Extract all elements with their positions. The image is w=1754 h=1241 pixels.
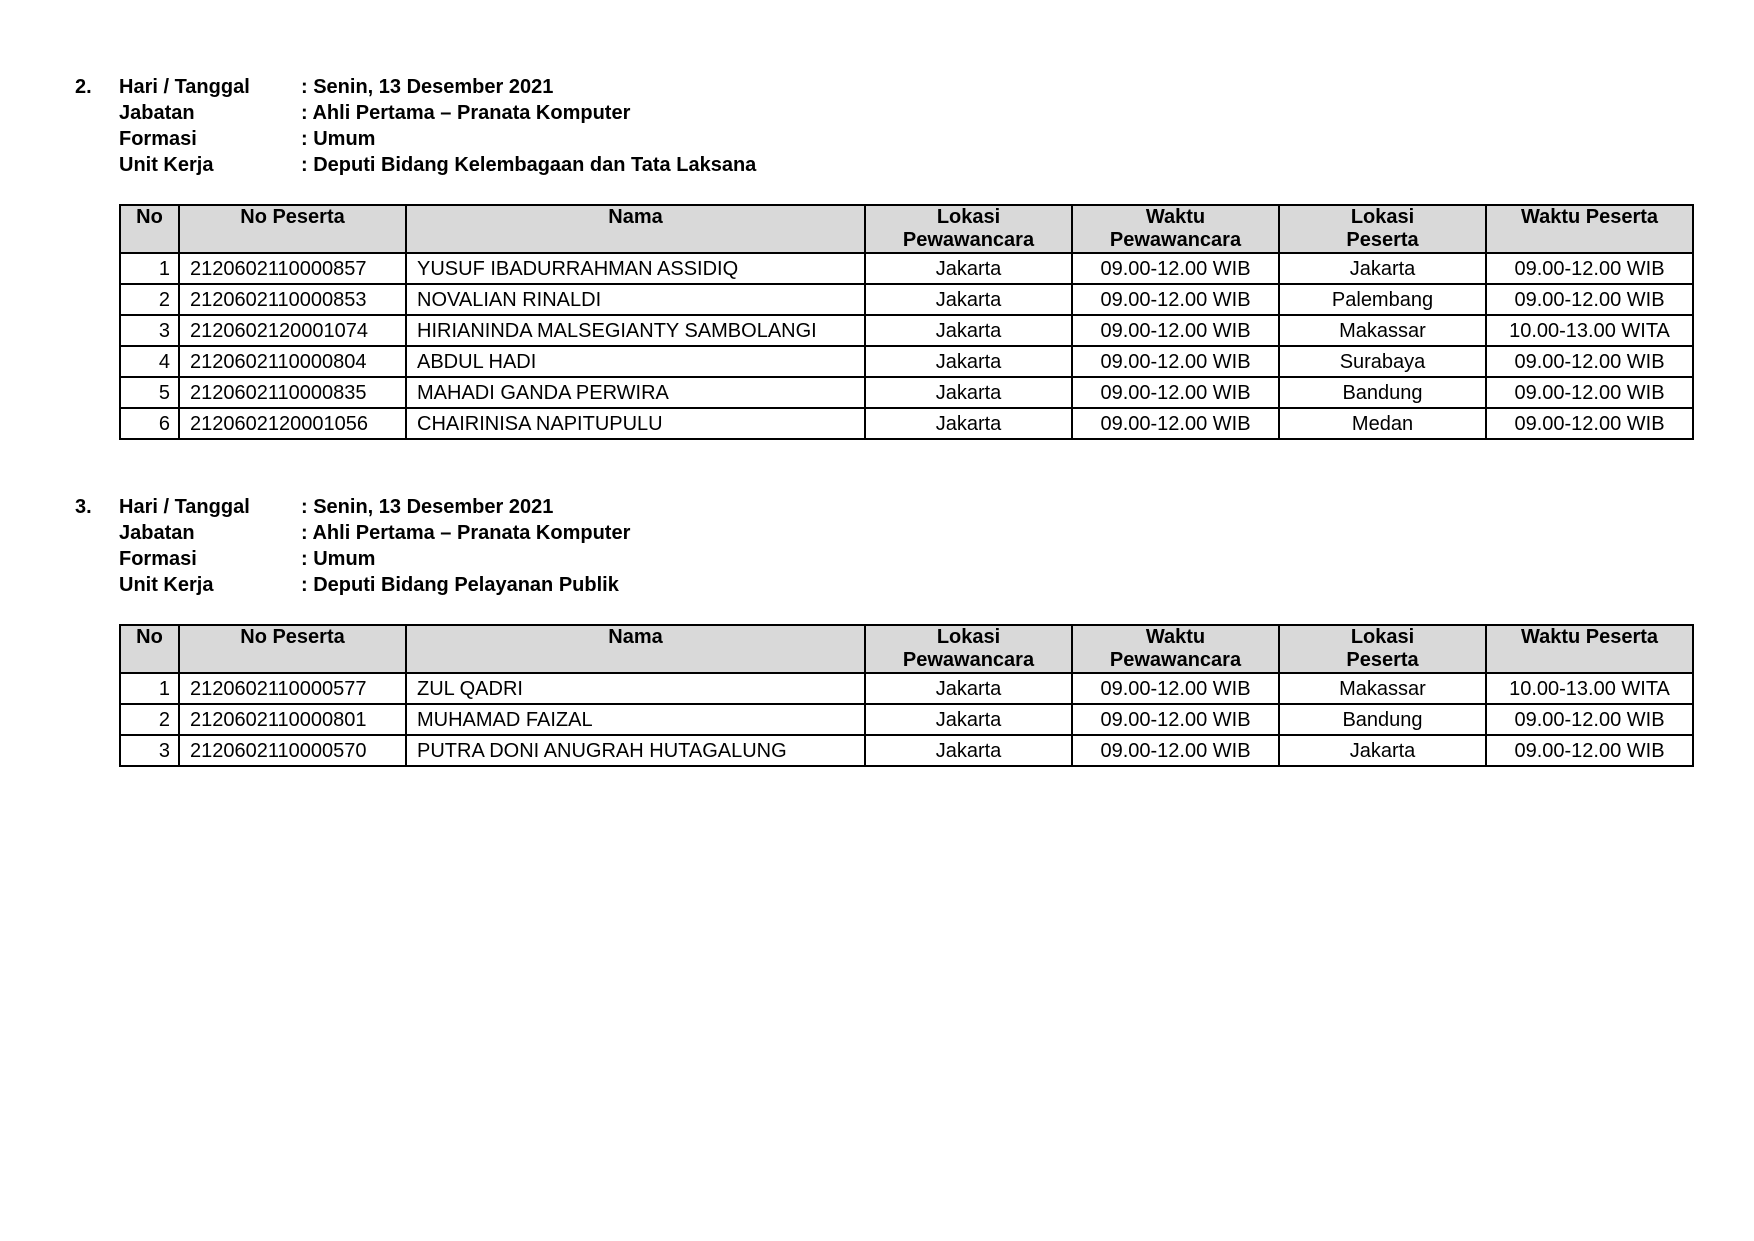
info-value: : Deputi Bidang Pelayanan Publik [301,574,619,596]
cell-interviewer-location: Jakarta [865,704,1072,735]
cell-no: 1 [120,253,179,284]
cell-participant-time: 10.00-13.00 WITA [1486,673,1693,704]
cell-interviewer-location: Jakarta [865,408,1072,439]
info-label: Jabatan [119,102,195,124]
cell-participant-time: 10.00-13.00 WITA [1486,315,1693,346]
header-interviewer-location: Lokasi Pewawancara [865,205,1072,253]
cell-participant-number: 2120602110000570 [179,735,406,766]
cell-interviewer-time: 09.00-12.00 WIB [1072,735,1279,766]
cell-participant-time: 09.00-12.00 WIB [1486,408,1693,439]
info-value: : Senin, 13 Desember 2021 [301,496,554,518]
info-label: Formasi [119,548,197,570]
info-label: Hari / Tanggal [119,496,250,518]
info-label: Hari / Tanggal [119,76,250,98]
cell-participant-time: 09.00-12.00 WIB [1486,253,1693,284]
table-row [120,673,1693,704]
info-row-formation [119,126,375,152]
info-value: : Umum [301,548,376,570]
cell-interviewer-location: Jakarta [865,735,1072,766]
info-row-work-unit [119,152,756,178]
cell-name: MUHAMAD FAIZAL [406,704,865,735]
table-row [120,284,1693,315]
cell-participant-number: 2120602110000853 [179,284,406,315]
info-row-formation [119,546,375,572]
cell-interviewer-location: Jakarta [865,346,1072,377]
cell-participant-number: 2120602120001056 [179,408,406,439]
cell-no: 6 [120,408,179,439]
info-label: Unit Kerja [119,574,214,596]
cell-participant-location: Bandung [1279,377,1486,408]
section-number: 2. [75,76,92,98]
cell-participant-time: 09.00-12.00 WIB [1486,284,1693,315]
cell-participant-location: Makassar [1279,315,1486,346]
info-row-position [119,100,630,126]
cell-name: ABDUL HADI [406,346,865,377]
table-row [120,253,1693,284]
cell-name: PUTRA DONI ANUGRAH HUTAGALUNG [406,735,865,766]
cell-no: 5 [120,377,179,408]
info-label: Formasi [119,128,197,150]
section-info [75,494,1695,598]
header-interviewer-location: Lokasi Pewawancara [865,625,1072,673]
table-header-row [120,205,1693,253]
header-interviewer-time: Waktu Pewawancara [1072,625,1279,673]
header-participant-location: Lokasi Peserta [1279,205,1486,253]
schedule-section-3 [75,494,1695,762]
info-row-position [119,520,630,546]
header-participant-number: No Peserta [179,625,406,673]
cell-no: 3 [120,735,179,766]
cell-interviewer-time: 09.00-12.00 WIB [1072,673,1279,704]
section-info [75,74,1695,178]
cell-no: 2 [120,284,179,315]
info-value: : Umum [301,128,376,150]
cell-participant-location: Medan [1279,408,1486,439]
header-participant-location: Lokasi Peserta [1279,625,1486,673]
table-row [120,346,1693,377]
header-participant-time: Waktu Peserta [1486,625,1693,673]
cell-participant-number: 2120602120001074 [179,315,406,346]
cell-interviewer-time: 09.00-12.00 WIB [1072,284,1279,315]
cell-name: YUSUF IBADURRAHMAN ASSIDIQ [406,253,865,284]
cell-interviewer-location: Jakarta [865,284,1072,315]
cell-no: 2 [120,704,179,735]
info-value: : Ahli Pertama – Pranata Komputer [301,102,631,124]
header-participant-number: No Peserta [179,205,406,253]
info-value: : Ahli Pertama – Pranata Komputer [301,522,631,544]
cell-participant-number: 2120602110000801 [179,704,406,735]
cell-name: ZUL QADRI [406,673,865,704]
cell-participant-time: 09.00-12.00 WIB [1486,346,1693,377]
schedule-section-2 [75,74,1695,435]
cell-participant-location: Makassar [1279,673,1486,704]
cell-interviewer-location: Jakarta [865,315,1072,346]
cell-participant-location: Jakarta [1279,735,1486,766]
table-row [120,704,1693,735]
cell-participant-location: Palembang [1279,284,1486,315]
table-row [120,408,1693,439]
cell-participant-location: Bandung [1279,704,1486,735]
cell-name: HIRIANINDA MALSEGIANTY SAMBOLANGI [406,315,865,346]
header-no: No [120,625,179,673]
table-row [120,735,1693,766]
table-header-row [120,625,1693,673]
cell-no: 3 [120,315,179,346]
info-value: : Senin, 13 Desember 2021 [301,76,554,98]
cell-interviewer-location: Jakarta [865,377,1072,408]
info-value: : Deputi Bidang Kelembagaan dan Tata Laksana [301,154,757,176]
cell-participant-time: 09.00-12.00 WIB [1486,735,1693,766]
header-participant-time: Waktu Peserta [1486,205,1693,253]
cell-participant-location: Surabaya [1279,346,1486,377]
cell-participant-number: 2120602110000835 [179,377,406,408]
cell-interviewer-time: 09.00-12.00 WIB [1072,704,1279,735]
header-name: Nama [406,205,865,253]
cell-no: 1 [120,673,179,704]
table-row [120,377,1693,408]
cell-participant-number: 2120602110000577 [179,673,406,704]
schedule-table [119,204,1694,440]
cell-participant-number: 2120602110000857 [179,253,406,284]
cell-interviewer-time: 09.00-12.00 WIB [1072,346,1279,377]
schedule-table [119,624,1694,767]
table-row [120,315,1693,346]
info-label: Unit Kerja [119,154,214,176]
cell-name: CHAIRINISA NAPITUPULU [406,408,865,439]
cell-participant-time: 09.00-12.00 WIB [1486,377,1693,408]
header-name: Nama [406,625,865,673]
cell-name: NOVALIAN RINALDI [406,284,865,315]
cell-participant-location: Jakarta [1279,253,1486,284]
cell-interviewer-time: 09.00-12.00 WIB [1072,315,1279,346]
cell-no: 4 [120,346,179,377]
cell-interviewer-time: 09.00-12.00 WIB [1072,253,1279,284]
cell-interviewer-location: Jakarta [865,253,1072,284]
header-interviewer-time: Waktu Pewawancara [1072,205,1279,253]
info-label: Jabatan [119,522,195,544]
header-no: No [120,205,179,253]
info-row-work-unit [119,572,619,598]
info-row-date [119,74,553,100]
cell-interviewer-location: Jakarta [865,673,1072,704]
cell-interviewer-time: 09.00-12.00 WIB [1072,408,1279,439]
cell-participant-time: 09.00-12.00 WIB [1486,704,1693,735]
info-row-date [119,494,553,520]
cell-participant-number: 2120602110000804 [179,346,406,377]
cell-interviewer-time: 09.00-12.00 WIB [1072,377,1279,408]
cell-name: MAHADI GANDA PERWIRA [406,377,865,408]
section-number: 3. [75,496,92,518]
